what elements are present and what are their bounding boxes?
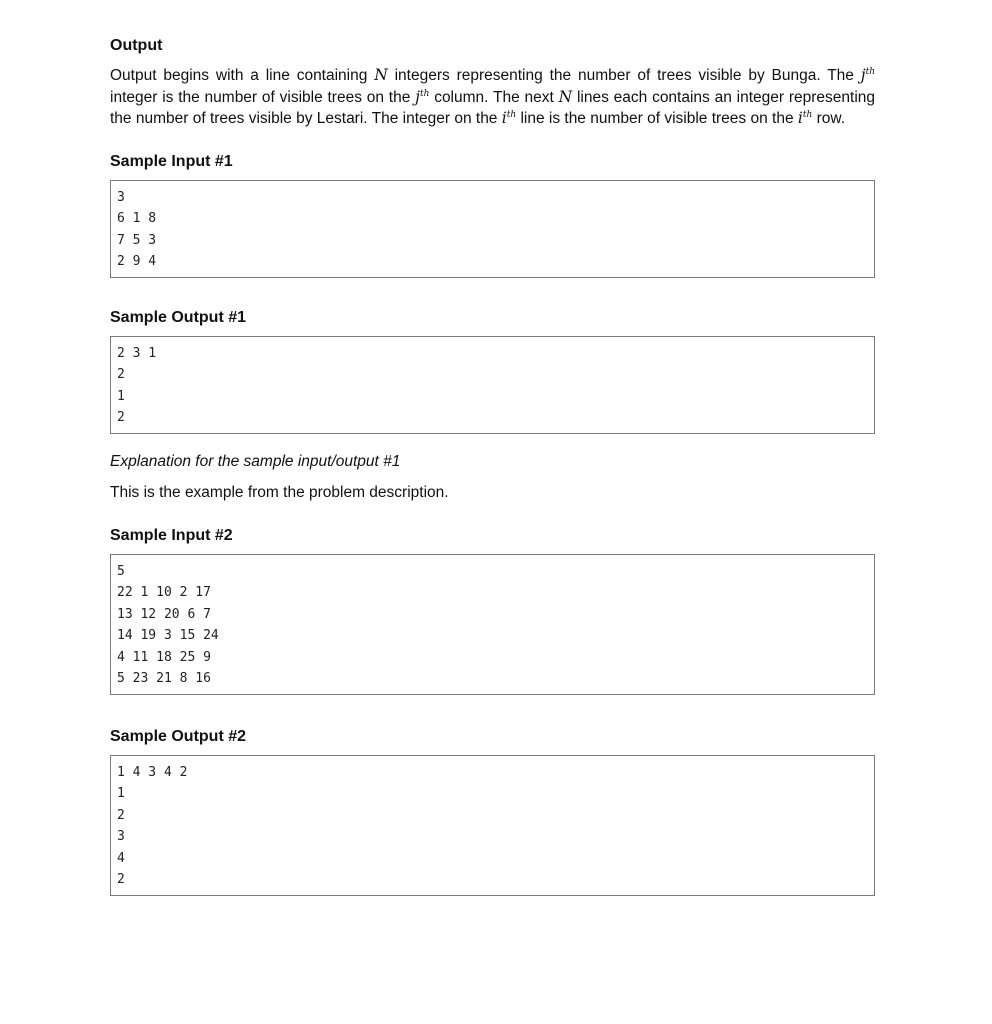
sample-output-2-line: 1 4 3 4 2	[117, 764, 188, 780]
math-var-j: j	[415, 87, 420, 106]
output-description	[110, 65, 875, 130]
sample-input-1-line: 3	[117, 189, 125, 205]
math-sup-th: th	[419, 88, 430, 99]
math-sup-th: th	[802, 109, 813, 120]
math-var-i: i	[797, 109, 803, 127]
math-var-j: j	[860, 66, 866, 84]
sample-output-2-line: 3	[117, 829, 125, 844]
sample-output-2-heading: Sample Output #2	[110, 727, 247, 745]
output-text-part: integers representing the number of trees visible by Bunga. The	[387, 67, 861, 84]
sample-output-2-line: 2	[117, 807, 125, 823]
math-var-i: i	[501, 109, 507, 127]
sample-input-2-line: 5	[117, 563, 125, 579]
output-text-part: integer is the number of visible trees on the	[110, 88, 416, 106]
sample-input-2-line: 14 19 3 15 24	[117, 628, 219, 643]
sample-output-1-line: 1	[117, 388, 125, 404]
sample-input-1-line: 2 9 4	[117, 254, 157, 269]
sample-output-2-line: 4	[117, 850, 125, 866]
sample-output-1-line: 2 3 1	[117, 345, 157, 361]
math-var-n: N	[558, 87, 573, 106]
sample-output-2-line: 2	[117, 872, 125, 887]
sample-output-2-line: 1	[117, 786, 125, 801]
output-text-part: lines each contains an integer representing the number of trees visible by Lestari. The integer on the	[110, 88, 876, 127]
sample-output-2-box	[110, 755, 875, 896]
math-var-n: N	[374, 66, 388, 84]
sample-input-1-box	[110, 180, 875, 278]
explanation-1-heading: Explanation for the sample input/output #1	[110, 452, 401, 470]
sample-input-1-line: 6 1 8	[117, 211, 157, 226]
sample-output-1-heading: Sample Output #1	[110, 308, 247, 326]
sample-input-2-box	[110, 554, 875, 695]
sample-output-1-box	[110, 336, 875, 434]
sample-input-2-heading: Sample Input #2	[110, 526, 233, 544]
sample-output-1-line: 2	[117, 367, 125, 382]
sample-output-1-line: 2	[117, 410, 125, 425]
math-sup-th: th	[506, 109, 517, 120]
sample-input-2-line: 22 1 10 2 17	[117, 585, 211, 600]
sample-input-2-line: 13 12 20 6 7	[117, 606, 211, 622]
sample-input-1-heading: Sample Input #1	[110, 152, 233, 170]
output-text-part: row.	[812, 110, 845, 127]
output-heading: Output	[110, 37, 163, 54]
sample-input-2-line: 5 23 21 8 16	[117, 671, 211, 686]
sample-input-1-line: 7 5 3	[117, 232, 157, 248]
sample-input-2-line: 4 11 18 25 9	[117, 649, 211, 665]
output-text-part: line is the number of visible trees on the	[516, 110, 798, 127]
output-text-part: column. The next	[429, 88, 559, 106]
math-sup-th: th	[865, 66, 875, 77]
output-text-part: Output begins with a line containing	[110, 67, 375, 84]
explanation-1-text: This is the example from the problem description.	[110, 484, 449, 501]
problem-page	[110, 36, 875, 896]
